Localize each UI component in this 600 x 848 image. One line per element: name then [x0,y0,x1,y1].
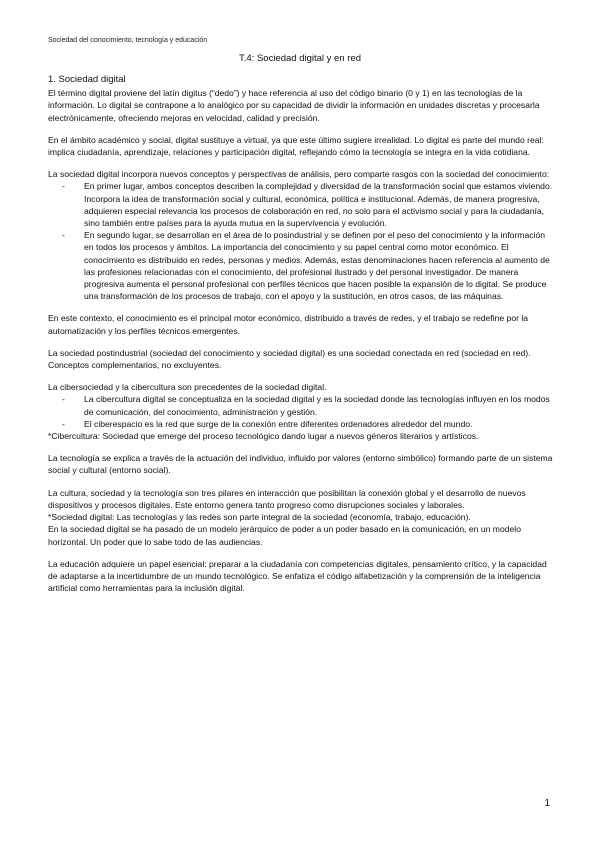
cyber-list [48,393,554,430]
running-header: Sociedad del conocimiento, tecnología y educación [48,37,208,44]
paragraph-education: La educación adquiere un papel esencial: preparar a la ciudadanía con competencias digitales, pensamiento crítico, y la capacidad de adaptarse a la incertidumbre de un mundo tecnológico. Se enfatiza el código alfabetización y la comprensión de la inteligencia artificial como herramientas para la inclusión digital. [48,558,547,594]
list-item: - La cibercultura digital se conceptualiza en la sociedad digital y es la sociedad donde las tecnologías influyen en los modos de comunicación, del conocimiento, administración y gestión. [48,393,554,417]
paragraph-knowledge-motor: En este contexto, el conocimiento es el principal motor económico, distribuido a través de redes, y el trabajo se redefine por la automatización y los perfiles técnicos emergentes. [48,313,529,336]
paragraph-digital-vs-virtual: En el ámbito académico y social, digital sustituye a virtual, ya que este último sugiere irrealidad. Lo digital es parte del mundo real: implica ciudadanía, aprendizaje, relaciones y participación digital, reflejando cómo la tecnología se integra en la vida cotidiana. [48,134,544,158]
paragraph-power-model: En la sociedad digital se ha pasado de un modelo jerárquico de poder a un poder basado en la comunicación, en un modelo horizontal. Un poder que lo sabe todo de las audiencias. [48,524,521,547]
paragraph-cyber-precedents: La cibersociedad y la cibercultura son precedentes de la sociedad digital. [48,382,327,393]
document-body [48,74,554,604]
list-item: - En segundo lugar, se desarrollan en el área de lo posindustrial y se definen por el peso del conocimiento y la información en todos los procesos y ámbitos. La importancia del conocimiento y su papel central como motor económico. El conocimiento es distribuido en redes, personas y medios. Además, estas denominaciones hacen referencia al aumento de las profesiones relacionadas con el conocimiento, del profesional ilustrado y del personal investigador. De manera progresiva aumenta el personal profesional con perfiles técnicos que hacen posible la expansión de lo digital. Se produce una transformación de los procesos de trabajo, con el apoyo y la sustitución, en otros casos, de las máquinas. [48,229,554,302]
paragraph-technology-individual: La tecnología se explica a través de la actuación del individuo, influido por valores (entorno simbólico) formando parte de un sistema social y cultural (entorno social). [48,453,553,476]
note-cibercultura: *Cibercultura: Sociedad que emerge del proceso tecnológico dando lugar a nuevos géneros literarios y artísticos. [48,431,479,442]
note-sociedad-digital: *Sociedad digital: Las tecnologías y las redes son parte integral de la sociedad (economía, trabajo, educación). [48,512,471,523]
paragraph-digital-definition: El término digital proviene del latín digitus (“dedo”) y hace referencia al uso del código binario (0 y 1) en las tecnologías de la información. Lo digital se contrapone a lo analógico por su capacidad de dividir la información en unidades discretas y procesarla electrónicamente, ofreciendo mejoras en velocidad, calidad y precisión. [48,88,540,123]
paragraph-postindustrial: La sociedad postindustrial (sociedad del conocimiento y sociedad digital) es una sociedad conectada en red (sociedad en red). Conceptos complementarios, no excluyentes. [48,347,531,371]
section-heading: 1. Sociedad digital [48,74,126,85]
pillars-block [48,487,554,548]
paragraph-three-pillars: La cultura, sociedad y la tecnología son tres pilares en interacción que posibilitan la conexión global y el desarrollo de nuevos dispositivos y procesos digitales. Este entorno genera tanto progreso como disrupciones sociales y laborales. [48,487,526,510]
cyber-block [48,381,554,442]
shared-traits-block [48,168,554,302]
list-item: - En primer lugar, ambos conceptos describen la complejidad y diversidad de la transformación social que estamos viviendo. Incorpora la idea de transformación social y cultural, económica, política e institucional. Además, de manera progresiva, adquieren especial relevancia los procesos de colaboración en red, no solo para el activismo social y para la ciudadanía, sino también entre países para la ayuda mutua en la supervivencia y evolución. [48,180,554,229]
shared-traits-list [48,180,554,302]
list-item: - El ciberespacio es la red que surge de la conexión entre diferentes ordenadores alrededor del mundo. [48,418,554,430]
page-number: 1 [544,798,550,809]
page-title: T.4: Sociedad digital y en red [239,53,361,64]
paragraph-shared-traits: La sociedad digital incorpora nuevos conceptos y perspectivas de análisis, pero comparte rasgos con la sociedad del conocimiento: [48,169,550,180]
